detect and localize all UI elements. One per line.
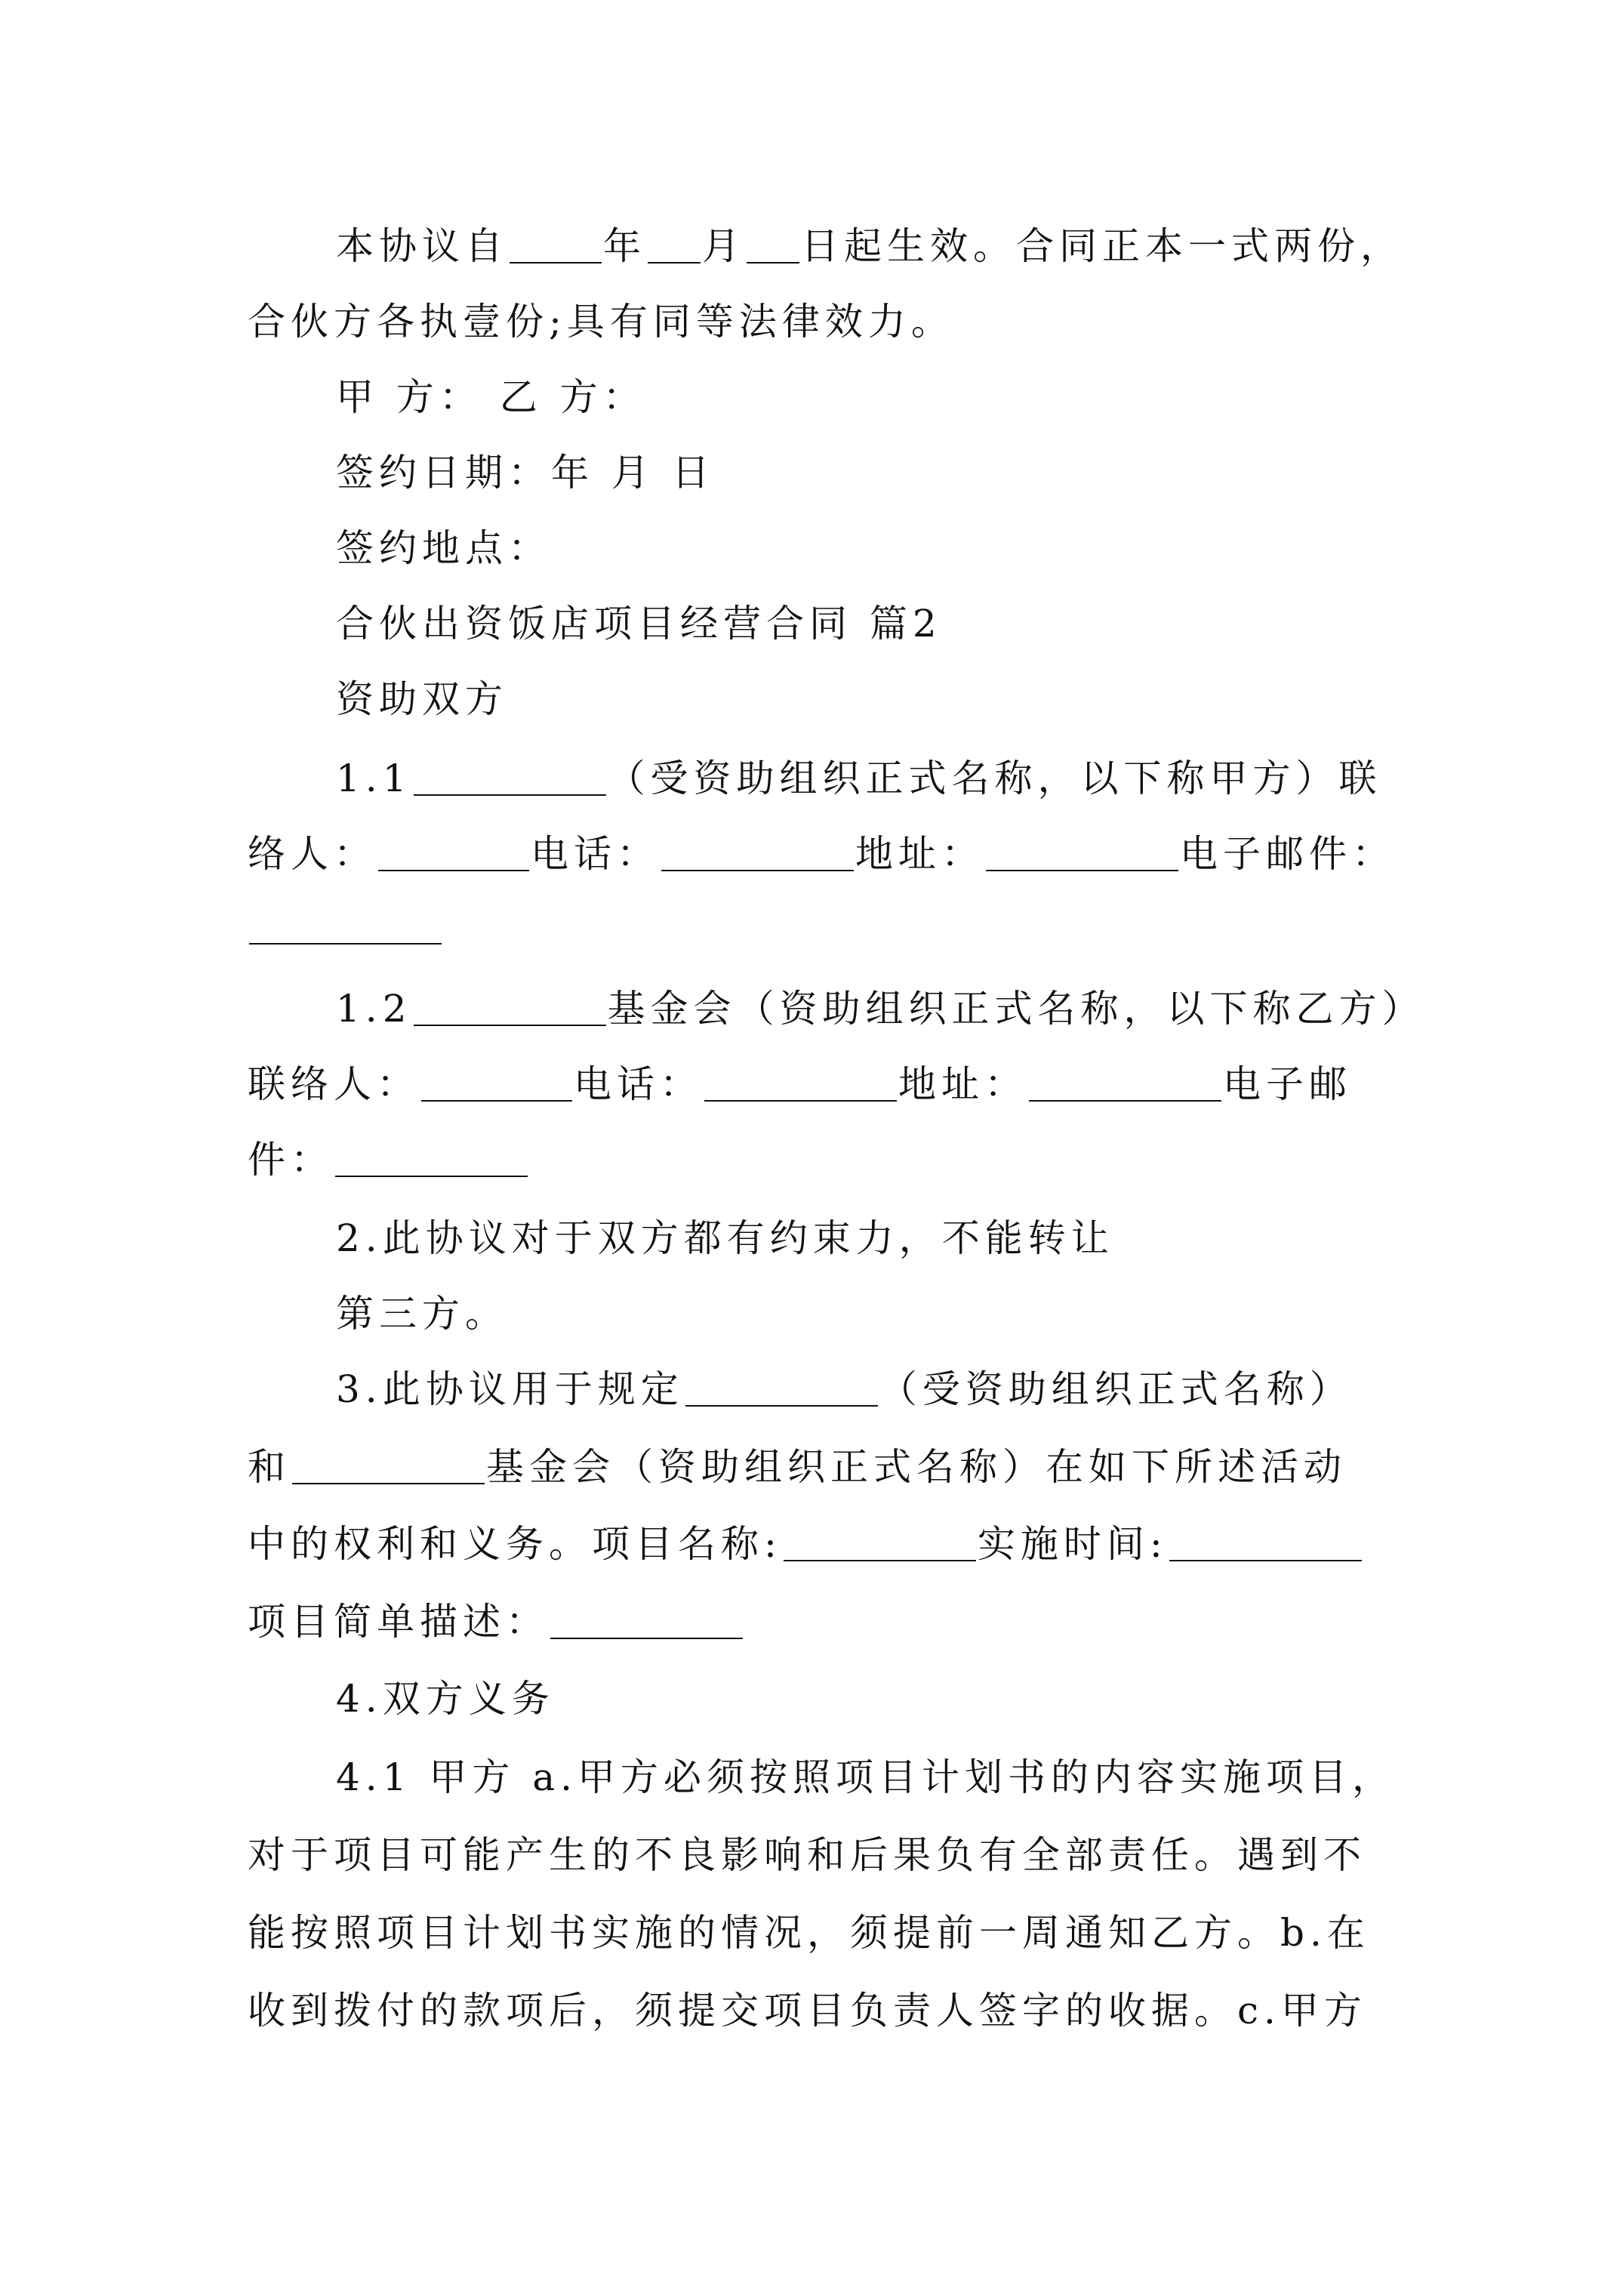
text: 基金会（资助组织正式名称，以下称乙方） <box>607 987 1425 1031</box>
parties-line: 甲 方： 乙 方： <box>336 375 646 419</box>
effective-date-line <box>336 223 1403 269</box>
text: （受资助组织正式名称，以下称甲方）联 <box>607 757 1382 800</box>
text: 地址： <box>898 1062 1027 1106</box>
clause-4-1-line3: 能按照项目计划书实施的情况，须提前一周通知乙方。b.在 <box>248 1911 1370 1955</box>
signing-date-line: 签约日期：年 月 日 <box>336 451 715 495</box>
clause-1-1 <box>336 756 1382 801</box>
text: 1.1 <box>336 757 412 800</box>
text: 实施时间: <box>977 1522 1168 1566</box>
foundation-name-blank <box>292 1450 485 1484</box>
text: 3.此协议用于规定 <box>336 1367 684 1411</box>
description-blank <box>550 1604 743 1639</box>
clause-1-2 <box>336 986 1425 1031</box>
text: 电子邮件： <box>1180 832 1395 876</box>
clause-2-cont: 第三方。 <box>336 1292 508 1336</box>
clause-1-2-contact <box>248 1062 1352 1107</box>
org-name-blank <box>414 761 606 796</box>
email-blank <box>335 1142 528 1177</box>
text: 电子邮 <box>1223 1062 1352 1106</box>
clause-3-line4 <box>248 1599 744 1644</box>
contact-blank <box>421 1067 572 1102</box>
text: 络人： <box>248 832 377 876</box>
phone-blank <box>661 837 854 871</box>
email-blank <box>249 910 442 945</box>
day-blank <box>747 229 799 264</box>
text: 日起生效。合同正本一式两份， <box>801 224 1403 268</box>
clause-4-1-line2: 对于项目可能产生的不良影响和后果负有全部责任。遇到不 <box>248 1833 1366 1877</box>
section-title: 合伙出资饭店项目经营合同 篇2 <box>336 602 942 646</box>
text: 1.2 <box>336 987 412 1031</box>
month-blank <box>648 229 701 264</box>
text: 项目简单描述： <box>248 1600 549 1644</box>
text: 中的权利和义务。项目名称: <box>248 1522 782 1566</box>
text: 本协议自 <box>336 224 508 268</box>
clause-1-1-contact <box>248 831 1395 877</box>
text: 年 <box>603 224 646 268</box>
foundation-name-blank <box>414 991 606 1026</box>
clause-4-1-line1: 4.1 甲方 a.甲方必须按照项目计划书的内容实施项目， <box>336 1755 1396 1799</box>
text: 电话： <box>574 1062 703 1106</box>
text: 联络人： <box>248 1062 420 1106</box>
clause-3-line2 <box>248 1444 1347 1490</box>
implementation-time-blank <box>1169 1527 1362 1561</box>
text: （受资助组织正式名称） <box>879 1367 1353 1411</box>
clause-4-title: 4.双方义务 <box>336 1677 555 1721</box>
clause-4-1-line4: 收到拨付的款项后，须提交项目负责人签字的收据。c.甲方 <box>248 1989 1367 2032</box>
text: 地址： <box>855 832 984 876</box>
address-blank <box>1029 1067 1221 1102</box>
project-name-blank <box>784 1527 976 1561</box>
parties-heading: 资助双方 <box>336 677 508 721</box>
clause-1-1-email <box>248 905 443 950</box>
org-name-blank <box>685 1372 878 1407</box>
clause-3-line3 <box>248 1521 1363 1567</box>
address-blank <box>986 837 1178 871</box>
year-blank <box>510 229 602 264</box>
text: 基金会（资助组织正式名称）在如下所述活动 <box>486 1445 1347 1489</box>
clause-3 <box>336 1367 1353 1412</box>
phone-blank <box>704 1067 897 1102</box>
contact-blank <box>378 837 529 871</box>
text: 月 <box>702 224 745 268</box>
clause-1-2-email <box>248 1137 529 1182</box>
clause-2: 2.此协议对于双方都有约束力，不能转让 <box>336 1216 1114 1260</box>
text: 和 <box>248 1445 291 1489</box>
validity-line: 合伙方各执壹份;具有同等法律效力。 <box>248 300 954 344</box>
signing-place-line: 签约地点： <box>336 526 551 570</box>
text: 电话： <box>531 832 660 876</box>
text: 件： <box>248 1138 334 1182</box>
